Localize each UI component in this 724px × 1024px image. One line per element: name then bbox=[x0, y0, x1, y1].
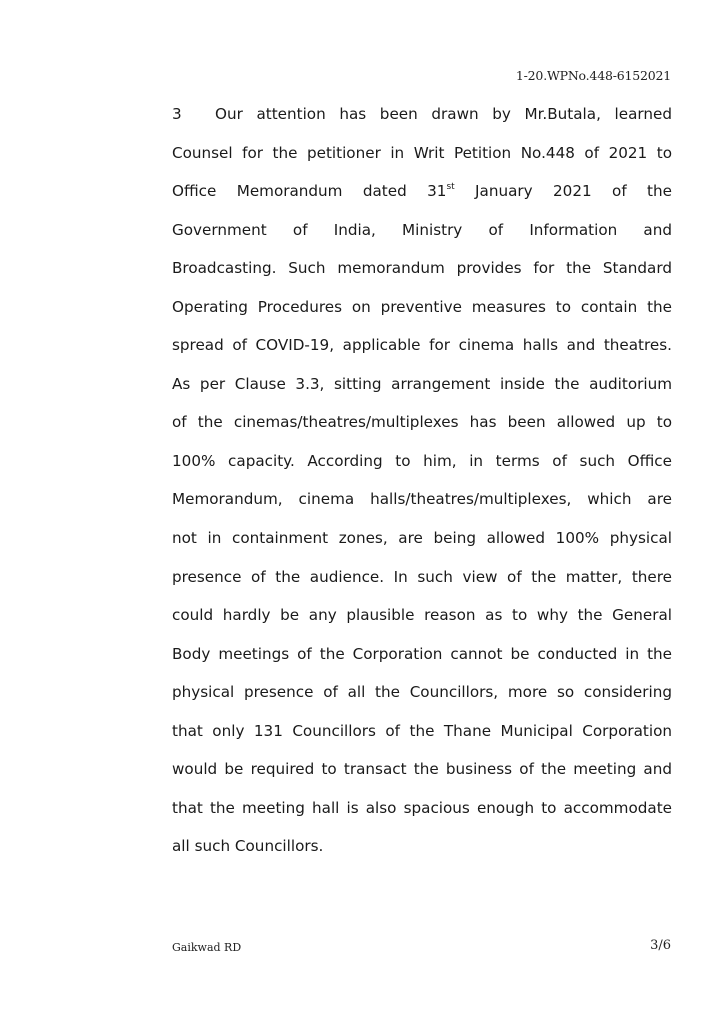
paragraph-number: 3 bbox=[172, 105, 182, 123]
text-line: all such Councillors. bbox=[172, 837, 324, 856]
text-line: of the cinemas/theatres/multiplexes has been allowed up to bbox=[172, 413, 672, 432]
text-line: Broadcasting. Such memorandum provides for the Standard bbox=[172, 259, 672, 278]
case-reference: 1-20.WPNo.448-6152021 bbox=[515, 68, 671, 83]
text-line: could hardly be any plausible reason as to why the General bbox=[172, 606, 672, 625]
text-line: 100% capacity. According to him, in terms of such Office bbox=[172, 451, 672, 470]
text-line: presence of the audience. In such view of the matter, there bbox=[172, 567, 672, 586]
paragraph-3 bbox=[172, 95, 672, 866]
text-line: Office Memorandum dated 31st January 2021 of the bbox=[172, 182, 672, 201]
text-line: Government of India, Ministry of Information and bbox=[172, 220, 672, 239]
ordinal-suffix: st bbox=[446, 182, 455, 193]
text-line: Body meetings of the Corporation cannot be conducted in the bbox=[172, 644, 672, 663]
text-line: Memorandum, cinema halls/theatres/multiplexes, which are bbox=[172, 490, 672, 509]
text-line: Counsel for the petitioner in Writ Petition No.448 of 2021 to bbox=[172, 143, 672, 162]
text-line: spread of COVID-19, applicable for cinema halls and theatres. bbox=[172, 336, 672, 355]
text-line: would be required to transact the business of the meeting and bbox=[172, 760, 672, 779]
text-line: physical presence of all the Councillors, more so considering bbox=[172, 683, 672, 702]
text-line: not in containment zones, are being allowed 100% physical bbox=[172, 529, 672, 548]
text-line: 3 Our attention has been drawn by Mr.Butala, learned bbox=[172, 95, 672, 134]
text-line: that the meeting hall is also spacious enough to accommodate bbox=[172, 798, 672, 817]
page-number: 3/6 bbox=[650, 938, 671, 953]
text-line: As per Clause 3.3, sitting arrangement inside the auditorium bbox=[172, 374, 672, 393]
text-line: that only 131 Councillors of the Thane Municipal Corporation bbox=[172, 721, 672, 740]
footer-author: Gaikwad RD bbox=[172, 941, 242, 954]
text-line: Operating Procedures on preventive measures to contain the bbox=[172, 297, 672, 316]
